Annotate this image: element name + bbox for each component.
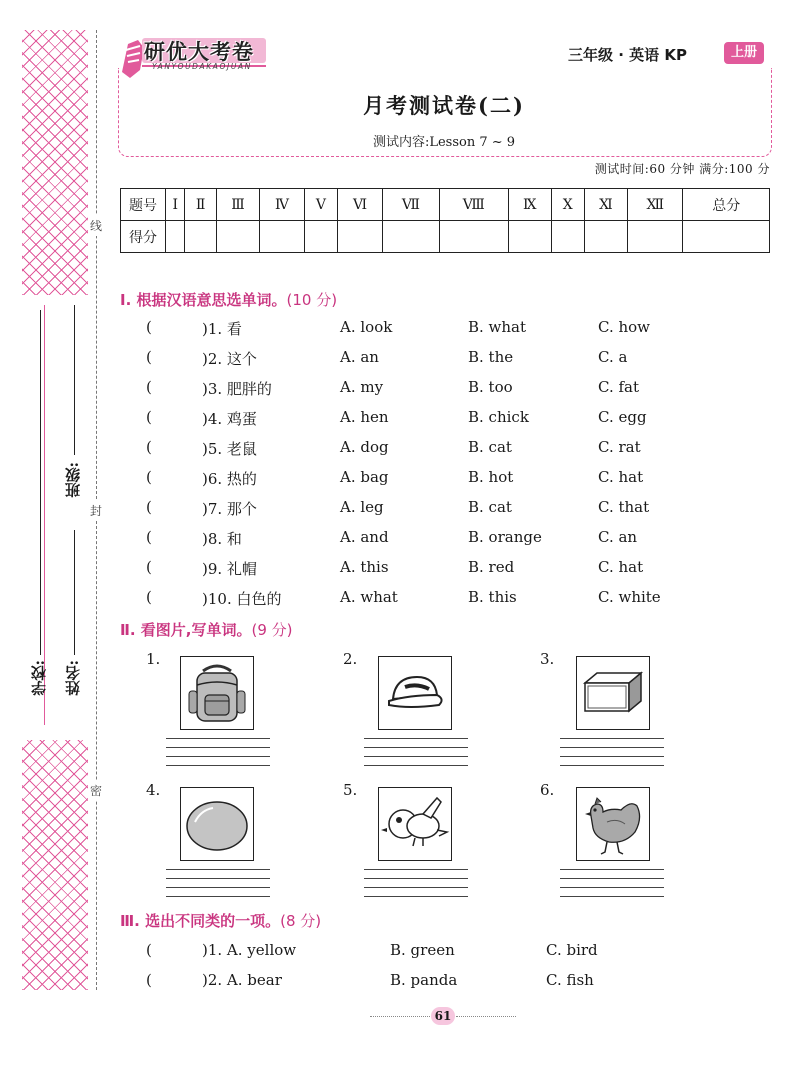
option-a: A. what xyxy=(340,588,398,606)
answer-bracket[interactable]: ( xyxy=(146,408,152,426)
class-label: 班级: xyxy=(64,462,82,498)
volume-tag: 上册 xyxy=(724,42,764,64)
col-header: Ⅺ xyxy=(584,189,627,221)
section-2-points: (9 分) xyxy=(251,621,293,639)
answer-lines[interactable] xyxy=(560,869,664,897)
grade-subject: 三年级 · 英语 KP xyxy=(568,46,687,64)
answer-bracket[interactable]: ( xyxy=(146,941,152,959)
answer-bracket[interactable]: ( xyxy=(146,971,152,989)
question-text: )1. A. yellow xyxy=(202,941,297,959)
picture-frame xyxy=(180,787,254,861)
score-cell[interactable] xyxy=(338,221,383,253)
option-a: A. and xyxy=(340,528,389,546)
question-text: )2. 这个 xyxy=(202,350,257,368)
school-label: 学校: xyxy=(30,660,48,696)
option-c: C. rat xyxy=(598,438,641,456)
section-1-title: Ⅰ. 根据汉语意思选单词。 xyxy=(120,291,287,309)
option-c: C. hat xyxy=(598,558,644,576)
school-field[interactable] xyxy=(40,310,41,655)
picture-number: 2. xyxy=(343,650,358,668)
option-b: B. red xyxy=(468,558,515,576)
col-header: Ⅱ xyxy=(185,189,216,221)
section-3-title: Ⅲ. 选出不同类的一项。 xyxy=(120,912,281,930)
binding-hatch-top xyxy=(22,30,88,295)
section-3-points: (8 分) xyxy=(280,912,322,930)
score-cell[interactable] xyxy=(551,221,584,253)
score-cell[interactable] xyxy=(383,221,440,253)
option-c: C. fish xyxy=(546,971,594,989)
name-label: 姓名: xyxy=(64,660,82,696)
col-header: Ⅳ xyxy=(260,189,305,221)
question-text: )6. 热的 xyxy=(202,470,257,488)
score-cell[interactable] xyxy=(584,221,627,253)
answer-lines[interactable] xyxy=(166,869,270,897)
answer-bracket[interactable]: ( xyxy=(146,468,152,486)
question-text: )8. 和 xyxy=(202,530,242,548)
answer-bracket[interactable]: ( xyxy=(146,498,152,516)
time-and-score: 测试时间:60 分钟 满分:100 分 xyxy=(594,162,770,176)
score-cell[interactable] xyxy=(508,221,551,253)
row-label: 得分 xyxy=(121,221,166,253)
col-header: 总分 xyxy=(683,189,770,221)
answer-bracket[interactable]: ( xyxy=(146,588,152,606)
test-content: 测试内容:Lesson 7 ~ 9 xyxy=(372,135,516,150)
cut-mark-mid: 封 xyxy=(89,500,103,521)
option-b: B. chick xyxy=(468,408,529,426)
hen-icon xyxy=(577,788,649,860)
picture-frame xyxy=(576,787,650,861)
answer-lines[interactable] xyxy=(560,738,664,766)
picture-number: 3. xyxy=(540,650,555,668)
option-b: B. cat xyxy=(468,498,512,516)
option-c: C. a xyxy=(598,348,628,366)
option-a: A. hen xyxy=(340,408,389,426)
binding-hatch-bottom xyxy=(22,740,88,990)
picture-number: 1. xyxy=(146,650,161,668)
picture-number: 5. xyxy=(343,781,358,799)
col-header: Ⅹ xyxy=(551,189,584,221)
option-b: B. green xyxy=(390,941,455,959)
picture-frame xyxy=(576,656,650,730)
name-field[interactable] xyxy=(74,530,75,655)
cut-mark-bottom: 密 xyxy=(89,780,103,801)
option-a: A. look xyxy=(340,318,393,336)
backpack-icon xyxy=(181,657,253,729)
score-cell[interactable] xyxy=(304,221,337,253)
answer-lines[interactable] xyxy=(364,738,468,766)
col-header: Ⅸ xyxy=(508,189,551,221)
score-table xyxy=(120,188,770,253)
page-divider-left xyxy=(370,1016,430,1017)
box-icon xyxy=(577,657,649,729)
col-header: Ⅰ xyxy=(166,189,185,221)
picture-frame xyxy=(378,656,452,730)
score-cell[interactable] xyxy=(216,221,259,253)
option-c: C. egg xyxy=(598,408,647,426)
logo-text: 研优大考卷 xyxy=(144,40,254,64)
class-field[interactable] xyxy=(74,305,75,455)
option-a: A. bag xyxy=(340,468,389,486)
question-number-row xyxy=(121,189,770,221)
answer-bracket[interactable]: ( xyxy=(146,438,152,456)
cut-mark-top: 线 xyxy=(89,215,103,236)
option-c: C. white xyxy=(598,588,661,606)
answer-lines[interactable] xyxy=(166,738,270,766)
option-a: A. dog xyxy=(340,438,389,456)
option-c: C. hat xyxy=(598,468,644,486)
answer-bracket[interactable]: ( xyxy=(146,318,152,336)
score-cell[interactable] xyxy=(185,221,216,253)
question-text: )9. 礼帽 xyxy=(202,560,257,578)
section-1-heading xyxy=(120,289,337,310)
option-c: C. that xyxy=(598,498,650,516)
option-b: B. this xyxy=(468,588,517,606)
col-header: Ⅲ xyxy=(216,189,259,221)
option-c: C. an xyxy=(598,528,638,546)
score-row xyxy=(121,221,770,253)
option-b: B. panda xyxy=(390,971,458,989)
section-2-heading xyxy=(120,619,293,640)
question-text: )2. A. bear xyxy=(202,971,282,989)
col-header: Ⅵ xyxy=(338,189,383,221)
option-c: C. how xyxy=(598,318,651,336)
question-text: )10. 白色的 xyxy=(202,590,282,608)
option-a: A. my xyxy=(340,378,384,396)
answer-bracket[interactable]: ( xyxy=(146,528,152,546)
question-text: )1. 看 xyxy=(202,320,242,338)
row-label: 题号 xyxy=(121,189,166,221)
picture-frame xyxy=(180,656,254,730)
picture-number: 6. xyxy=(540,781,555,799)
bird-icon xyxy=(379,788,451,860)
score-cell[interactable] xyxy=(683,221,770,253)
page-title: 月考测试卷(二) xyxy=(363,93,525,118)
option-c: C. bird xyxy=(546,941,598,959)
option-a: A. leg xyxy=(340,498,384,516)
option-b: B. cat xyxy=(468,438,512,456)
answer-bracket[interactable]: ( xyxy=(146,378,152,396)
score-cell[interactable] xyxy=(628,221,683,253)
answer-bracket[interactable]: ( xyxy=(146,348,152,366)
picture-frame xyxy=(378,787,452,861)
picture-number: 4. xyxy=(146,781,161,799)
cap-icon xyxy=(379,657,451,729)
col-header: Ⅷ xyxy=(439,189,508,221)
section-2-title: Ⅱ. 看图片,写单词。 xyxy=(120,621,252,639)
option-b: B. what xyxy=(468,318,527,336)
option-a: A. this xyxy=(340,558,389,576)
answer-lines[interactable] xyxy=(364,869,468,897)
score-cell[interactable] xyxy=(260,221,305,253)
score-cell[interactable] xyxy=(439,221,508,253)
question-text: )5. 老鼠 xyxy=(202,440,257,458)
section-3-heading xyxy=(120,910,321,931)
question-text: )7. 那个 xyxy=(202,500,257,518)
option-c: C. fat xyxy=(598,378,640,396)
page-number: 61 xyxy=(431,1007,455,1025)
option-b: B. too xyxy=(468,378,513,396)
option-b: B. hot xyxy=(468,468,514,486)
question-text: )4. 鸡蛋 xyxy=(202,410,257,428)
option-a: A. an xyxy=(340,348,379,366)
logo-subtext: YANYOUDAKAOJUAN xyxy=(152,62,252,71)
section-1-points: (10 分) xyxy=(286,291,338,309)
score-cell[interactable] xyxy=(166,221,185,253)
answer-bracket[interactable]: ( xyxy=(146,558,152,576)
col-header: Ⅻ xyxy=(628,189,683,221)
egg-icon xyxy=(181,788,253,860)
question-text: )3. 肥胖的 xyxy=(202,380,272,398)
option-b: B. orange xyxy=(468,528,542,546)
page-divider-right xyxy=(456,1016,516,1017)
option-b: B. the xyxy=(468,348,514,366)
col-header: Ⅴ xyxy=(304,189,337,221)
col-header: Ⅶ xyxy=(383,189,440,221)
